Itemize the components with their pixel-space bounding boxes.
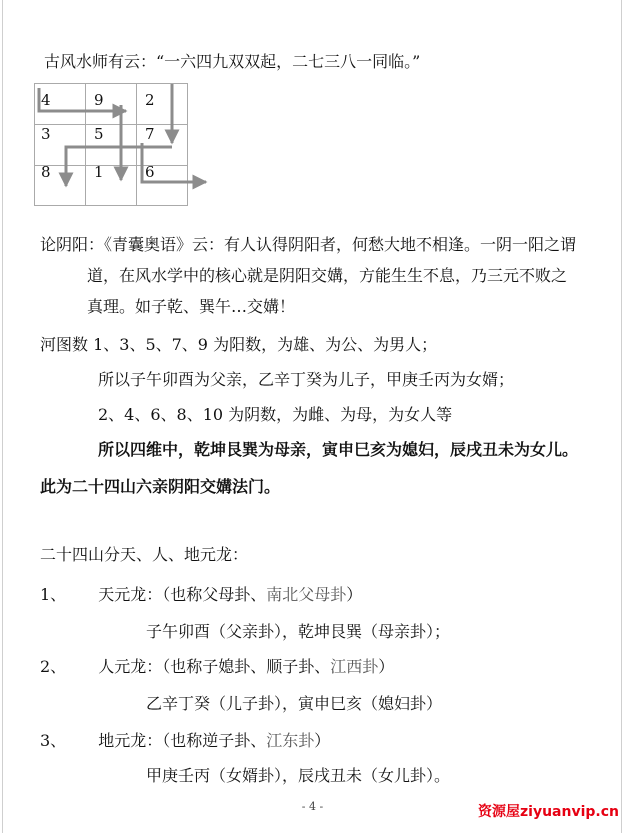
hetu-line-4: 所以四维中，乾坤艮巽为母亲，寅申巳亥为媳妇，辰戌丑未为女儿。 <box>98 440 579 459</box>
luoshu-grid-drawing <box>34 83 188 206</box>
long-item-1-number: 1、 <box>40 585 67 604</box>
long-item-3-alias-gray: 江东卦 <box>266 731 315 750</box>
long-item-2-number: 2、 <box>40 657 67 676</box>
long-item-3-title: 地元龙： <box>98 731 163 750</box>
grid-cell-4: 3 <box>41 125 51 143</box>
flight-path-arrow-3 <box>66 147 172 186</box>
long-item-2-close: ） <box>378 657 395 676</box>
yinyang-line-2: 道，在风水学中的核心就是阴阳交媾，方能生生不息，乃三元不败之 <box>87 266 568 285</box>
long-item-1-alias-gray: 南北父母卦 <box>266 585 347 604</box>
long-item-2-aliases: （也称子媳卦、顺子卦、 <box>162 657 331 676</box>
page-edge-right <box>621 0 622 833</box>
watermark: 资源屋ziyuanvip.cn <box>478 804 619 820</box>
luoshu-grid <box>34 83 188 206</box>
long-item-3 <box>40 731 330 751</box>
hetu-line-2: 所以子午卯酉为父亲，乙辛丁癸为儿子，甲庚壬丙为女婿； <box>98 370 515 389</box>
grid-cell-9: 6 <box>145 163 155 181</box>
long-item-1-detail: 子午卯酉（父亲卦），乾坤艮巽（母亲卦）； <box>146 622 451 641</box>
long-item-1-close: ） <box>346 585 363 604</box>
long-item-3-number: 3、 <box>40 731 67 750</box>
long-item-2-title: 人元龙： <box>98 657 163 676</box>
long-item-1 <box>40 585 362 605</box>
hetu-line-1: 河图数 1、3、5、7、9 为阳数，为雄、为公、为男人； <box>40 335 438 354</box>
hetu-line-3: 2、4、6、8、10 为阴数，为雌、为母，为女人等 <box>98 405 453 424</box>
long-item-3-aliases: （也称逆子卦、 <box>162 731 267 750</box>
longs-heading: 二十四山分天、人、地元龙： <box>40 545 249 564</box>
grid-cell-8: 1 <box>94 163 104 181</box>
grid-cell-2: 9 <box>94 91 104 109</box>
long-item-1-title: 天元龙： <box>98 585 163 604</box>
page-number: - 4 - <box>301 800 324 813</box>
hetu-summary: 此为二十四山六亲阴阳交媾法门。 <box>40 477 281 496</box>
long-item-3-detail: 甲庚壬丙（女婿卦），辰戌丑未（女儿卦）。 <box>146 766 451 785</box>
long-item-1-aliases: （也称父母卦、 <box>162 585 267 604</box>
flight-path-arrow-1 <box>39 88 126 111</box>
grid-cell-7: 8 <box>41 163 51 181</box>
quote-line: 古风水师有云：“一六四九双双起，二七三八一同临。” <box>44 52 421 71</box>
long-item-2-detail: 乙辛丁癸（儿子卦），寅申巳亥（媳妇卦） <box>146 694 443 713</box>
grid-cell-6: 7 <box>145 125 155 143</box>
long-item-2 <box>40 657 394 677</box>
grid-cell-3: 2 <box>145 91 155 109</box>
grid-cell-5: 5 <box>94 125 104 143</box>
page-edge-left <box>2 0 3 833</box>
yinyang-line-1: 论阴阳：《青囊奥语》云：有人认得阴阳者，何愁大地不相逢。一阴一阳之谓 <box>40 235 577 254</box>
long-item-2-alias-gray: 江西卦 <box>330 657 379 676</box>
yinyang-line-3: 真理。如子乾、巽午…交媾！ <box>87 297 296 316</box>
grid-cell-1: 4 <box>41 91 51 109</box>
long-item-3-close: ） <box>314 731 331 750</box>
